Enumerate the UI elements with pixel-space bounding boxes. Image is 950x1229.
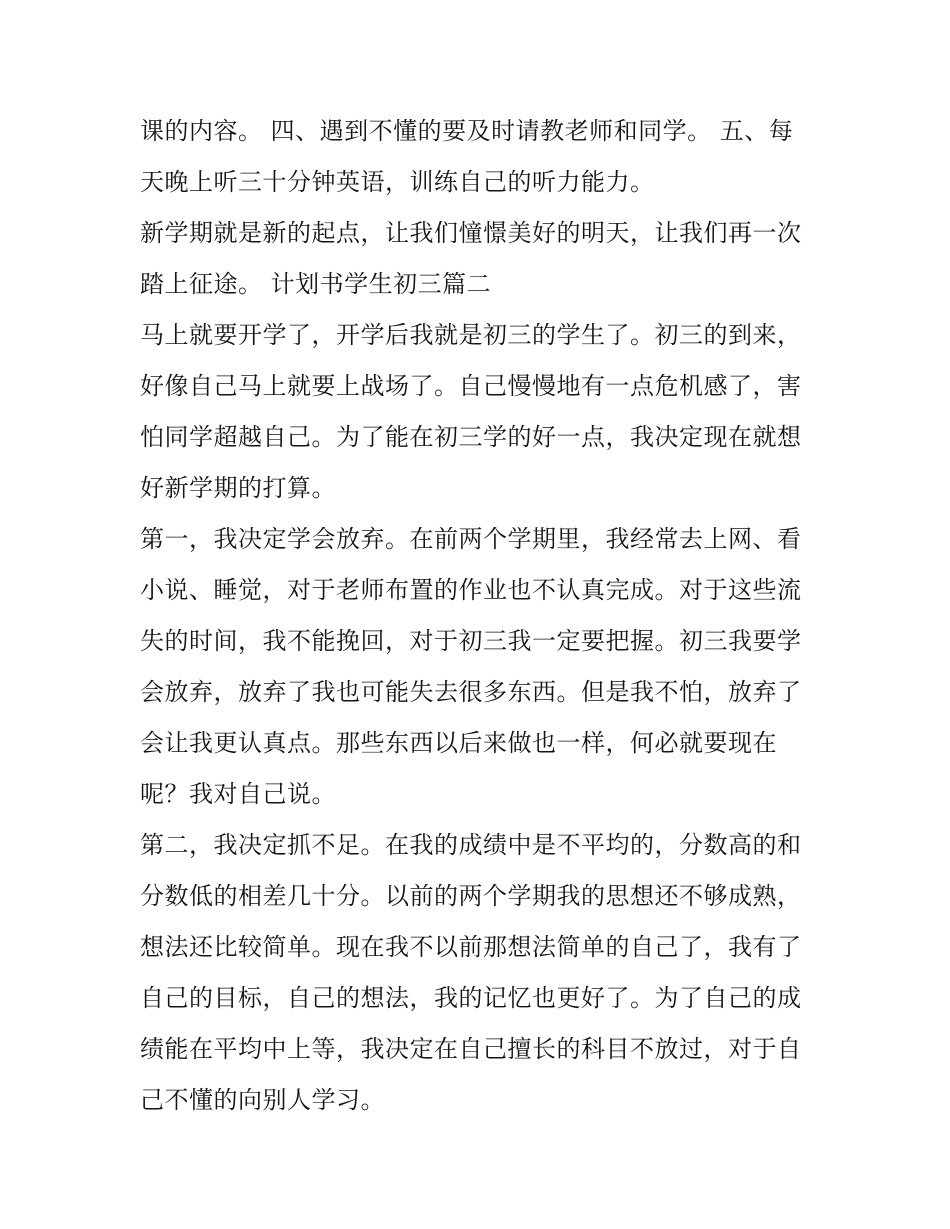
text-line: 踏上征途。 计划书学生初三篇二 [140,270,492,298]
document-body [140,106,820,1126]
text-line: 好新学期的打算。 [140,474,336,502]
text-line: 新学期就是新的起点，让我们憧憬美好的明天，让我们再一次 [140,219,802,247]
text-line: 好像自己马上就要上战场了。自己慢慢地有一点危机感了，害 [140,372,802,400]
text-line: 课的内容。 四、遇到不懂的要及时请教老师和同学。 五、每 [140,117,794,145]
text-line: 自己的目标，自己的想法，我的记忆也更好了。为了自己的成 [140,984,802,1012]
text-line: 小说、睡觉，对于老师布置的作业也不认真完成。对于这些流 [140,576,802,604]
text-line: 会放弃，放弃了我也可能失去很多东西。但是我不怕，放弃了 [140,678,802,706]
text-line: 己不懂的向别人学习。 [140,1086,385,1114]
text-line: 第一，我决定学会放弃。在前两个学期里，我经常去上网、看 [140,525,802,553]
text-line: 想法还比较简单。现在我不以前那想法简单的自己了，我有了 [140,933,802,961]
text-line: 绩能在平均中上等，我决定在自己擅长的科目不放过，对于自 [140,1035,802,1063]
text-line: 分数低的相差几十分。以前的两个学期我的思想还不够成熟， [140,882,802,910]
text-line: 失的时间，我不能挽回，对于初三我一定要把握。初三我要学 [140,627,802,655]
text-line: 呢？我对自己说。 [140,780,336,808]
text-line: 怕同学超越自己。为了能在初三学的好一点，我决定现在就想 [140,423,802,451]
text-line: 第二，我决定抓不足。在我的成绩中是不平均的，分数高的和 [140,831,802,859]
text-line: 马上就要开学了，开学后我就是初三的学生了。初三的到来， [140,321,802,349]
text-line: 会让我更认真点。那些东西以后来做也一样，何必就要现在 [140,729,777,757]
text-line: 天晚上听三十分钟英语，训练自己的听力能力。 [140,168,655,196]
